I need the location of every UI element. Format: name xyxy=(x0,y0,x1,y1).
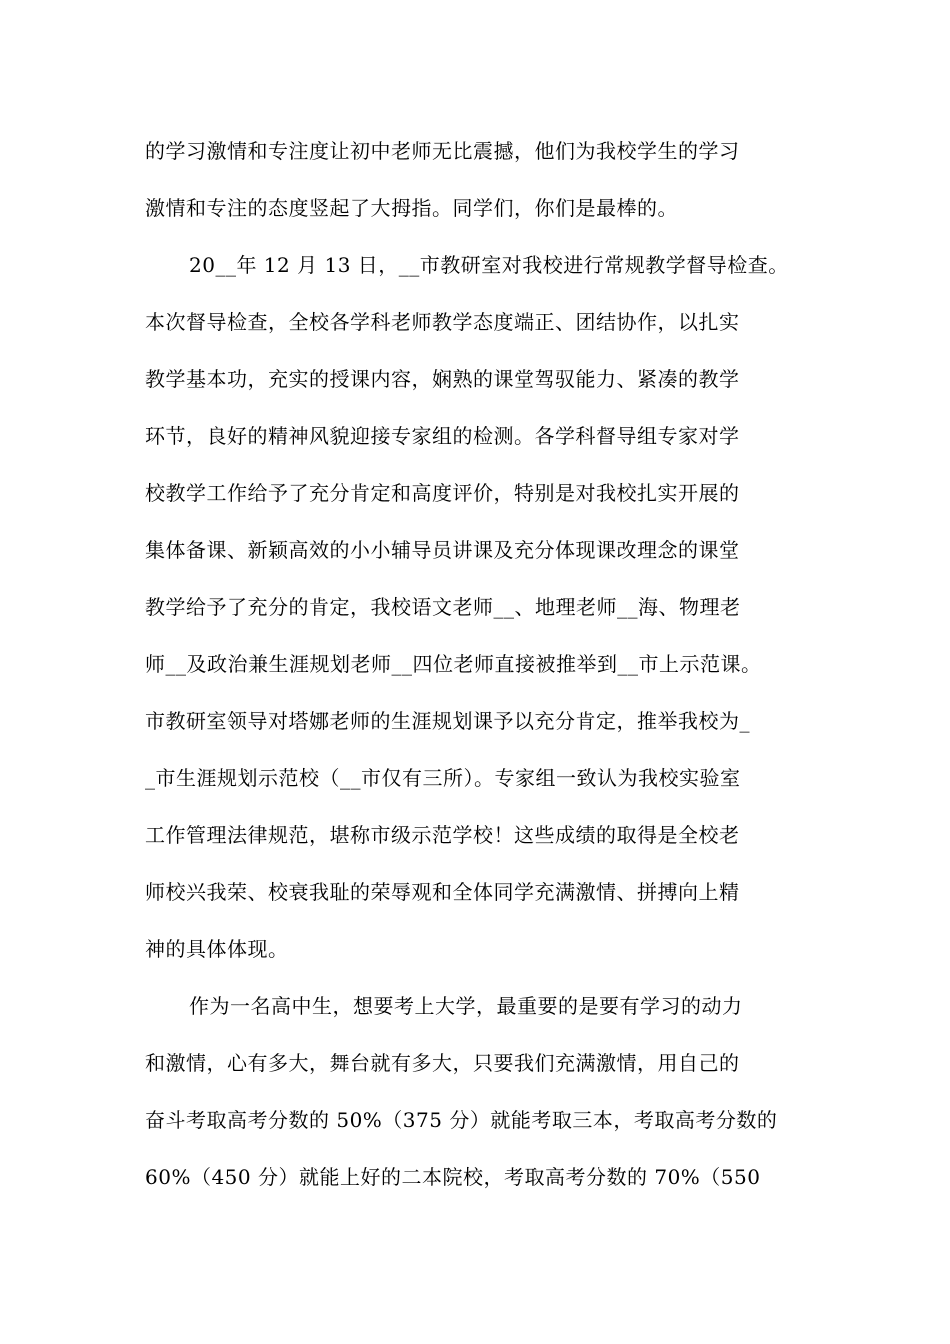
text-line: 本次督导检查，全校各学科老师教学态度端正、团结协作，以扎实 xyxy=(145,310,740,334)
text-line: 环节，良好的精神风貌迎接专家组的检测。各学科督导组专家对学 xyxy=(145,424,740,448)
text-line: 教学给予了充分的肯定，我校语文老师__、地理老师__海、物理老 xyxy=(145,595,741,619)
text-line: _市生涯规划示范校（__市仅有三所）。专家组一致认为我校实验室 xyxy=(145,766,741,790)
text-line: 和激情，心有多大，舞台就有多大，只要我们充满激情，用自己的 xyxy=(145,1051,740,1075)
text-line: 教学基本功，充实的授课内容，娴熟的课堂驾驭能力、紧凑的教学 xyxy=(145,367,740,391)
text-line: 作为一名高中生，想要考上大学，最重要的是要有学习的动力 xyxy=(189,994,743,1018)
text-line: 市教研室领导对塔娜老师的生涯规划课予以充分肯定，推举我校为_ xyxy=(145,709,750,733)
text-line: 集体备课、新颖高效的小小辅导员讲课及充分体现课改理念的课堂 xyxy=(145,538,740,562)
text-line: 奋斗考取高考分数的 50%（375 分）就能考取三本，考取高考分数的 xyxy=(145,1108,778,1132)
text-line: 的学习激情和专注度让初中老师无比震撼，他们为我校学生的学习 xyxy=(145,139,740,163)
text-line: 校教学工作给予了充分肯定和高度评价，特别是对我校扎实开展的 xyxy=(145,481,740,505)
text-line: 激情和专注的态度竖起了大拇指。同学们，你们是最棒的。 xyxy=(145,196,678,220)
text-line: 师__及政治兼生涯规划老师__四位老师直接被推举到__市上示范课。 xyxy=(145,652,762,676)
text-line: 60%（450 分）就能上好的二本院校，考取高考分数的 70%（550 xyxy=(145,1165,761,1189)
text-line: 师校兴我荣、校衰我耻的荣辱观和全体同学充满激情、拼搏向上精 xyxy=(145,880,740,904)
text-line: 神的具体体现。 xyxy=(145,937,289,961)
text-line: 20__年 12 月 13 日，__市教研室对我校进行常规教学督导检查。 xyxy=(189,253,789,277)
text-line: 工作管理法律规范，堪称市级示范学校！这些成绩的取得是全校老 xyxy=(145,823,740,847)
